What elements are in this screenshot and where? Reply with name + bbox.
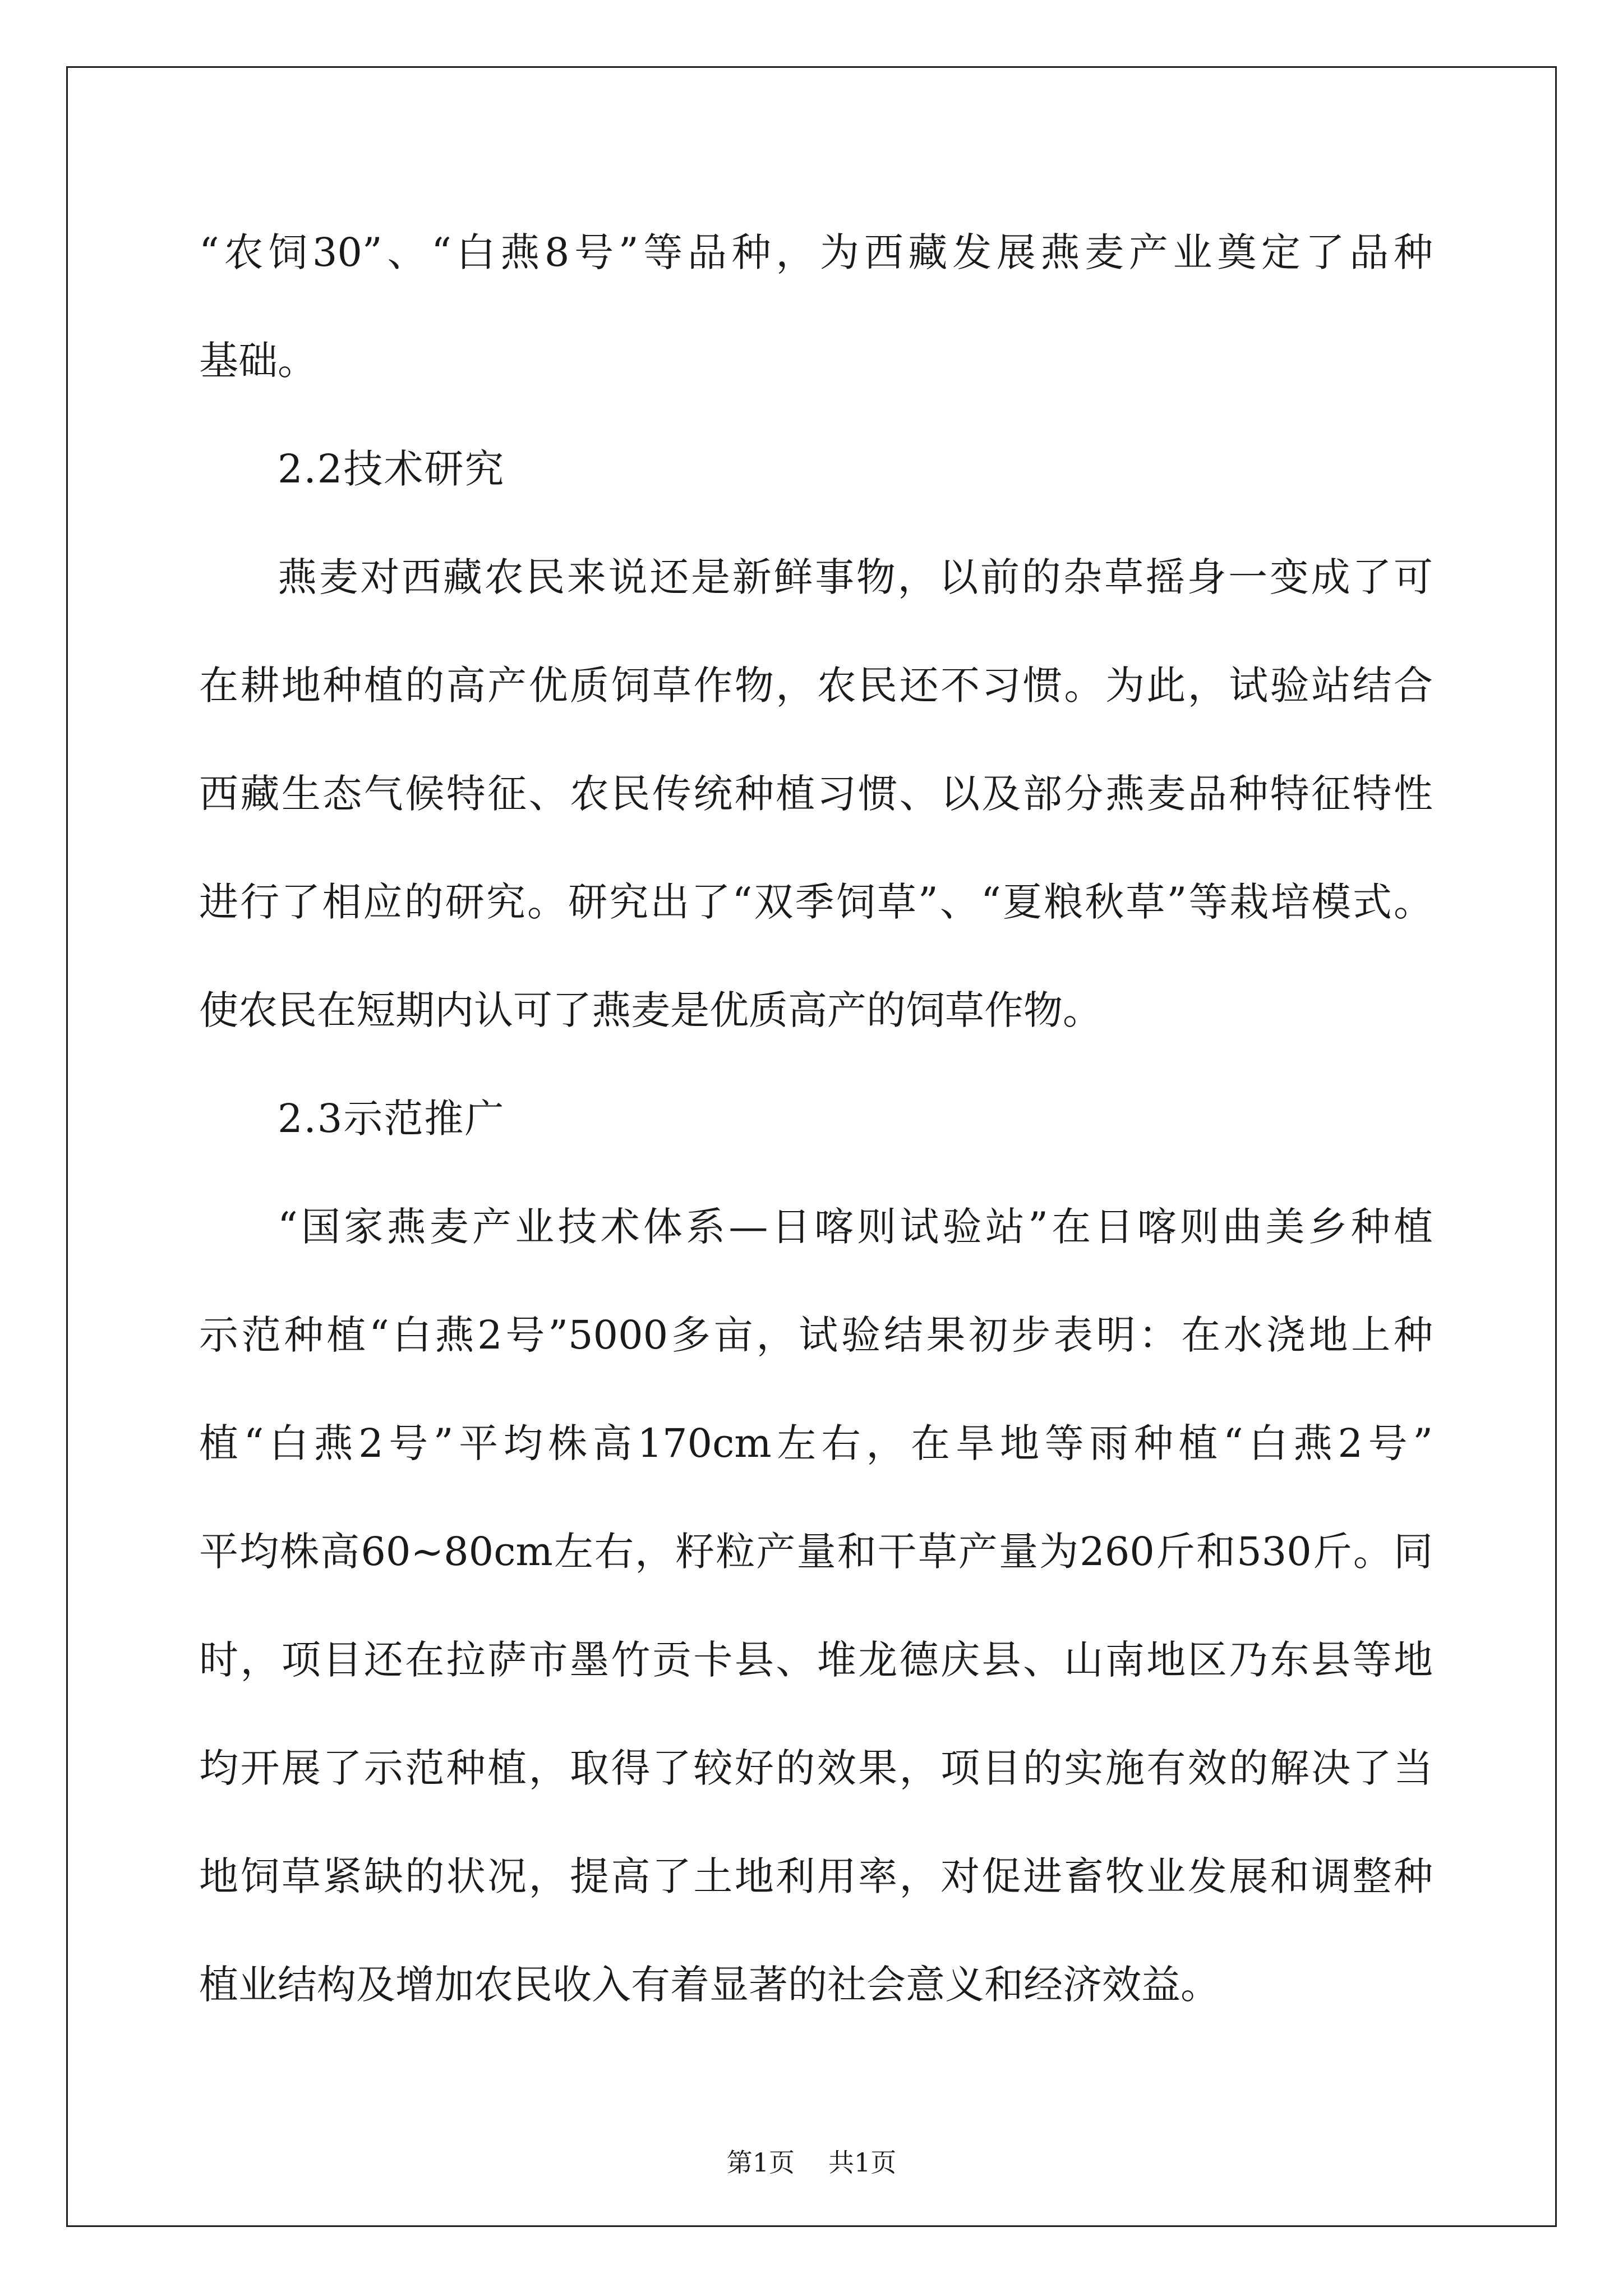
text-line: 平均株高60~80cm左右，籽粒产量和干草产量为260斤和530斤。同 <box>199 1529 1433 1575</box>
text-line: 基础。 <box>199 338 317 384</box>
page-number-current: 第1页 <box>726 2147 795 2178</box>
text-line: “国家燕麦产业技术体系—日喀则试验站”在日喀则曲美乡种植 <box>278 1204 1433 1250</box>
text-line: 在耕地种植的高产优质饲草作物，农民还不习惯。为此，试验站结合 <box>199 662 1433 708</box>
text-line: 示范种植“白燕2号”5000多亩，试验结果初步表明：在水浇地上种 <box>199 1312 1433 1358</box>
text-line: 燕麦对西藏农民来说还是新鲜事物，以前的杂草摇身一变成了可 <box>278 554 1433 600</box>
page-footer <box>0 2146 1623 2179</box>
text-line: 植“白燕2号”平均株高170cm左右，在旱地等雨种植“白燕2号” <box>199 1420 1433 1466</box>
section-heading: 2.2技术研究 <box>278 446 505 492</box>
text-line: 地饲草紧缺的状况，提高了土地利用率，对促进畜牧业发展和调整种 <box>199 1853 1433 1899</box>
text-line: 西藏生态气候特征、农民传统种植习惯、以及部分燕麦品种特征特性 <box>199 771 1433 817</box>
text-line: 进行了相应的研究。研究出了“双季饲草”、“夏粮秋草”等栽培模式。 <box>199 879 1433 925</box>
text-line: 使农民在短期内认可了燕麦是优质高产的饲草作物。 <box>199 987 1102 1033</box>
section-heading: 2.3示范推广 <box>278 1096 505 1142</box>
text-line: 时，项目还在拉萨市墨竹贡卡县、堆龙德庆县、山南地区乃东县等地 <box>199 1637 1433 1683</box>
text-line: 植业结构及增加农民收入有着显著的社会意义和经济效益。 <box>199 1962 1220 2008</box>
document-body <box>199 210 1433 2051</box>
text-line: 均开展了示范种植，取得了较好的效果，项目的实施有效的解决了当 <box>199 1745 1433 1791</box>
text-line: “农饲30”、“白燕8号”等品种，为西藏发展燕麦产业奠定了品种 <box>199 229 1433 275</box>
page-number-total: 共1页 <box>828 2147 897 2178</box>
